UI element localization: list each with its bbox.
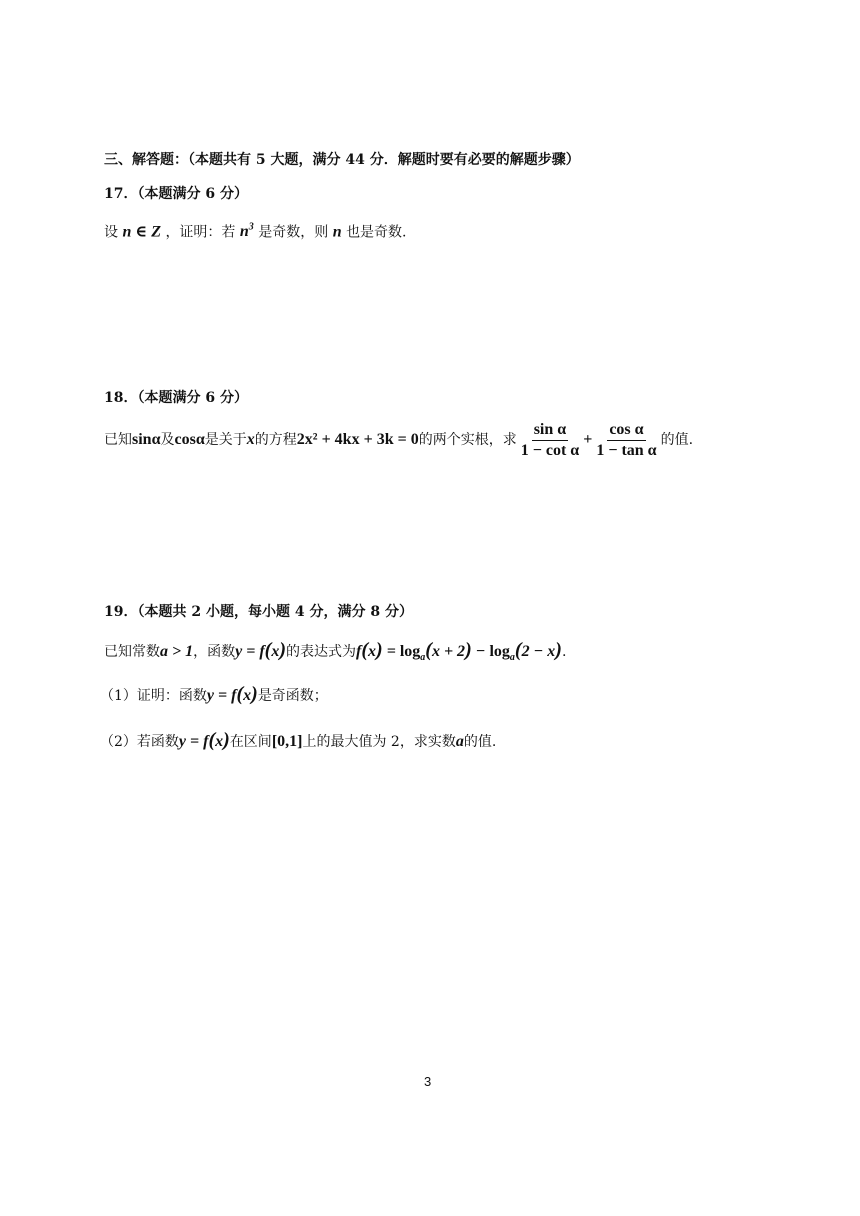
q18-text-3: 是关于 xyxy=(204,432,247,448)
q17-math-in-sym: ∈ xyxy=(131,223,152,241)
q19-text-1: 已知常数 xyxy=(104,644,160,660)
q18-fraction-1 xyxy=(519,421,581,460)
q17-text-1: 设 xyxy=(104,224,118,241)
q19-math-definition: $f(x) = \log_a(x + 2) - \log_a(2 - x)$ xyxy=(356,639,562,664)
q19-part2 xyxy=(100,726,496,756)
q19-part2-math: y = f(x) xyxy=(178,729,230,751)
q19-title: 19．（本题共 2 小题，每小题 4 分，满分 8 分） xyxy=(104,604,413,620)
q19-part1-math: y = f(x) xyxy=(206,683,258,705)
q17-math-n-in-z: n xyxy=(122,223,132,241)
q17-text-4: 也是奇数. xyxy=(346,224,407,241)
q19-part2-end: 上的最大值为 2，求实数 xyxy=(302,734,456,750)
q18-fraction-2 xyxy=(594,421,658,460)
q19-part2-label: （2）若函数 xyxy=(100,734,179,750)
q17-text-3: 是奇数，则 xyxy=(258,224,329,241)
q18-text-5: 的两个实根，求 xyxy=(418,432,517,448)
q18-math-sin: sinα xyxy=(132,431,161,448)
q17-body xyxy=(104,218,407,242)
q18-text-6: 的值. xyxy=(660,432,694,448)
q19-part1 xyxy=(100,680,328,710)
q19-math-y-eq-fx: y = f(x) xyxy=(235,639,287,661)
q19-part1-label: （1）证明：函数 xyxy=(100,688,207,704)
q18-frac1-denominator: 1 − cot α xyxy=(520,441,580,459)
q19-body xyxy=(104,636,566,672)
q18-frac2-numerator: cos α xyxy=(607,421,645,441)
q19-part2-mid: 在区间 xyxy=(229,734,272,750)
q19-part2-a: a xyxy=(455,733,464,750)
q19-math-a-gt-1: a > 1 xyxy=(160,643,194,660)
q17-text-2: ，证明：若 xyxy=(165,224,236,241)
q18-frac2-denominator: 1 − tan α xyxy=(596,441,657,459)
page-number: 3 xyxy=(424,1074,432,1089)
q19-part2-interval: [0,1] xyxy=(271,733,303,750)
q19-period: . xyxy=(561,644,567,660)
q18-text-1: 已知 xyxy=(104,432,132,448)
q18-frac1-numerator: sin α xyxy=(532,421,569,441)
q17-math-n-cubed: $n^3$ xyxy=(239,222,254,241)
q17-math-z: Z xyxy=(151,223,161,241)
q18-math-cos: cosα xyxy=(174,431,205,448)
q18-title: 18．（本题满分 6 分） xyxy=(104,390,248,406)
q18-math-equation: 2x² + 4kx + 3k = 0 xyxy=(296,431,419,448)
q17-title: 17．（本题满分 6 分） xyxy=(104,186,248,202)
q19-part1-end: 是奇函数； xyxy=(257,688,328,704)
q17-math-n: n xyxy=(332,223,342,241)
q19-part2-tail: 的值. xyxy=(463,734,497,750)
q18-math-x: x xyxy=(246,431,255,448)
q19-text-3: 的表达式为 xyxy=(286,644,357,660)
q18-plus-sign: + xyxy=(583,431,593,448)
q18-text-4: 的方程 xyxy=(254,432,297,448)
q19-text-2: ，函数 xyxy=(193,644,236,660)
q18-body xyxy=(104,420,693,460)
q18-text-2: 及 xyxy=(160,432,175,448)
section-header: 三、解答题：（本题共有 5 大题，满分 44 分．解题时要有必要的解题步骤） xyxy=(104,152,580,168)
